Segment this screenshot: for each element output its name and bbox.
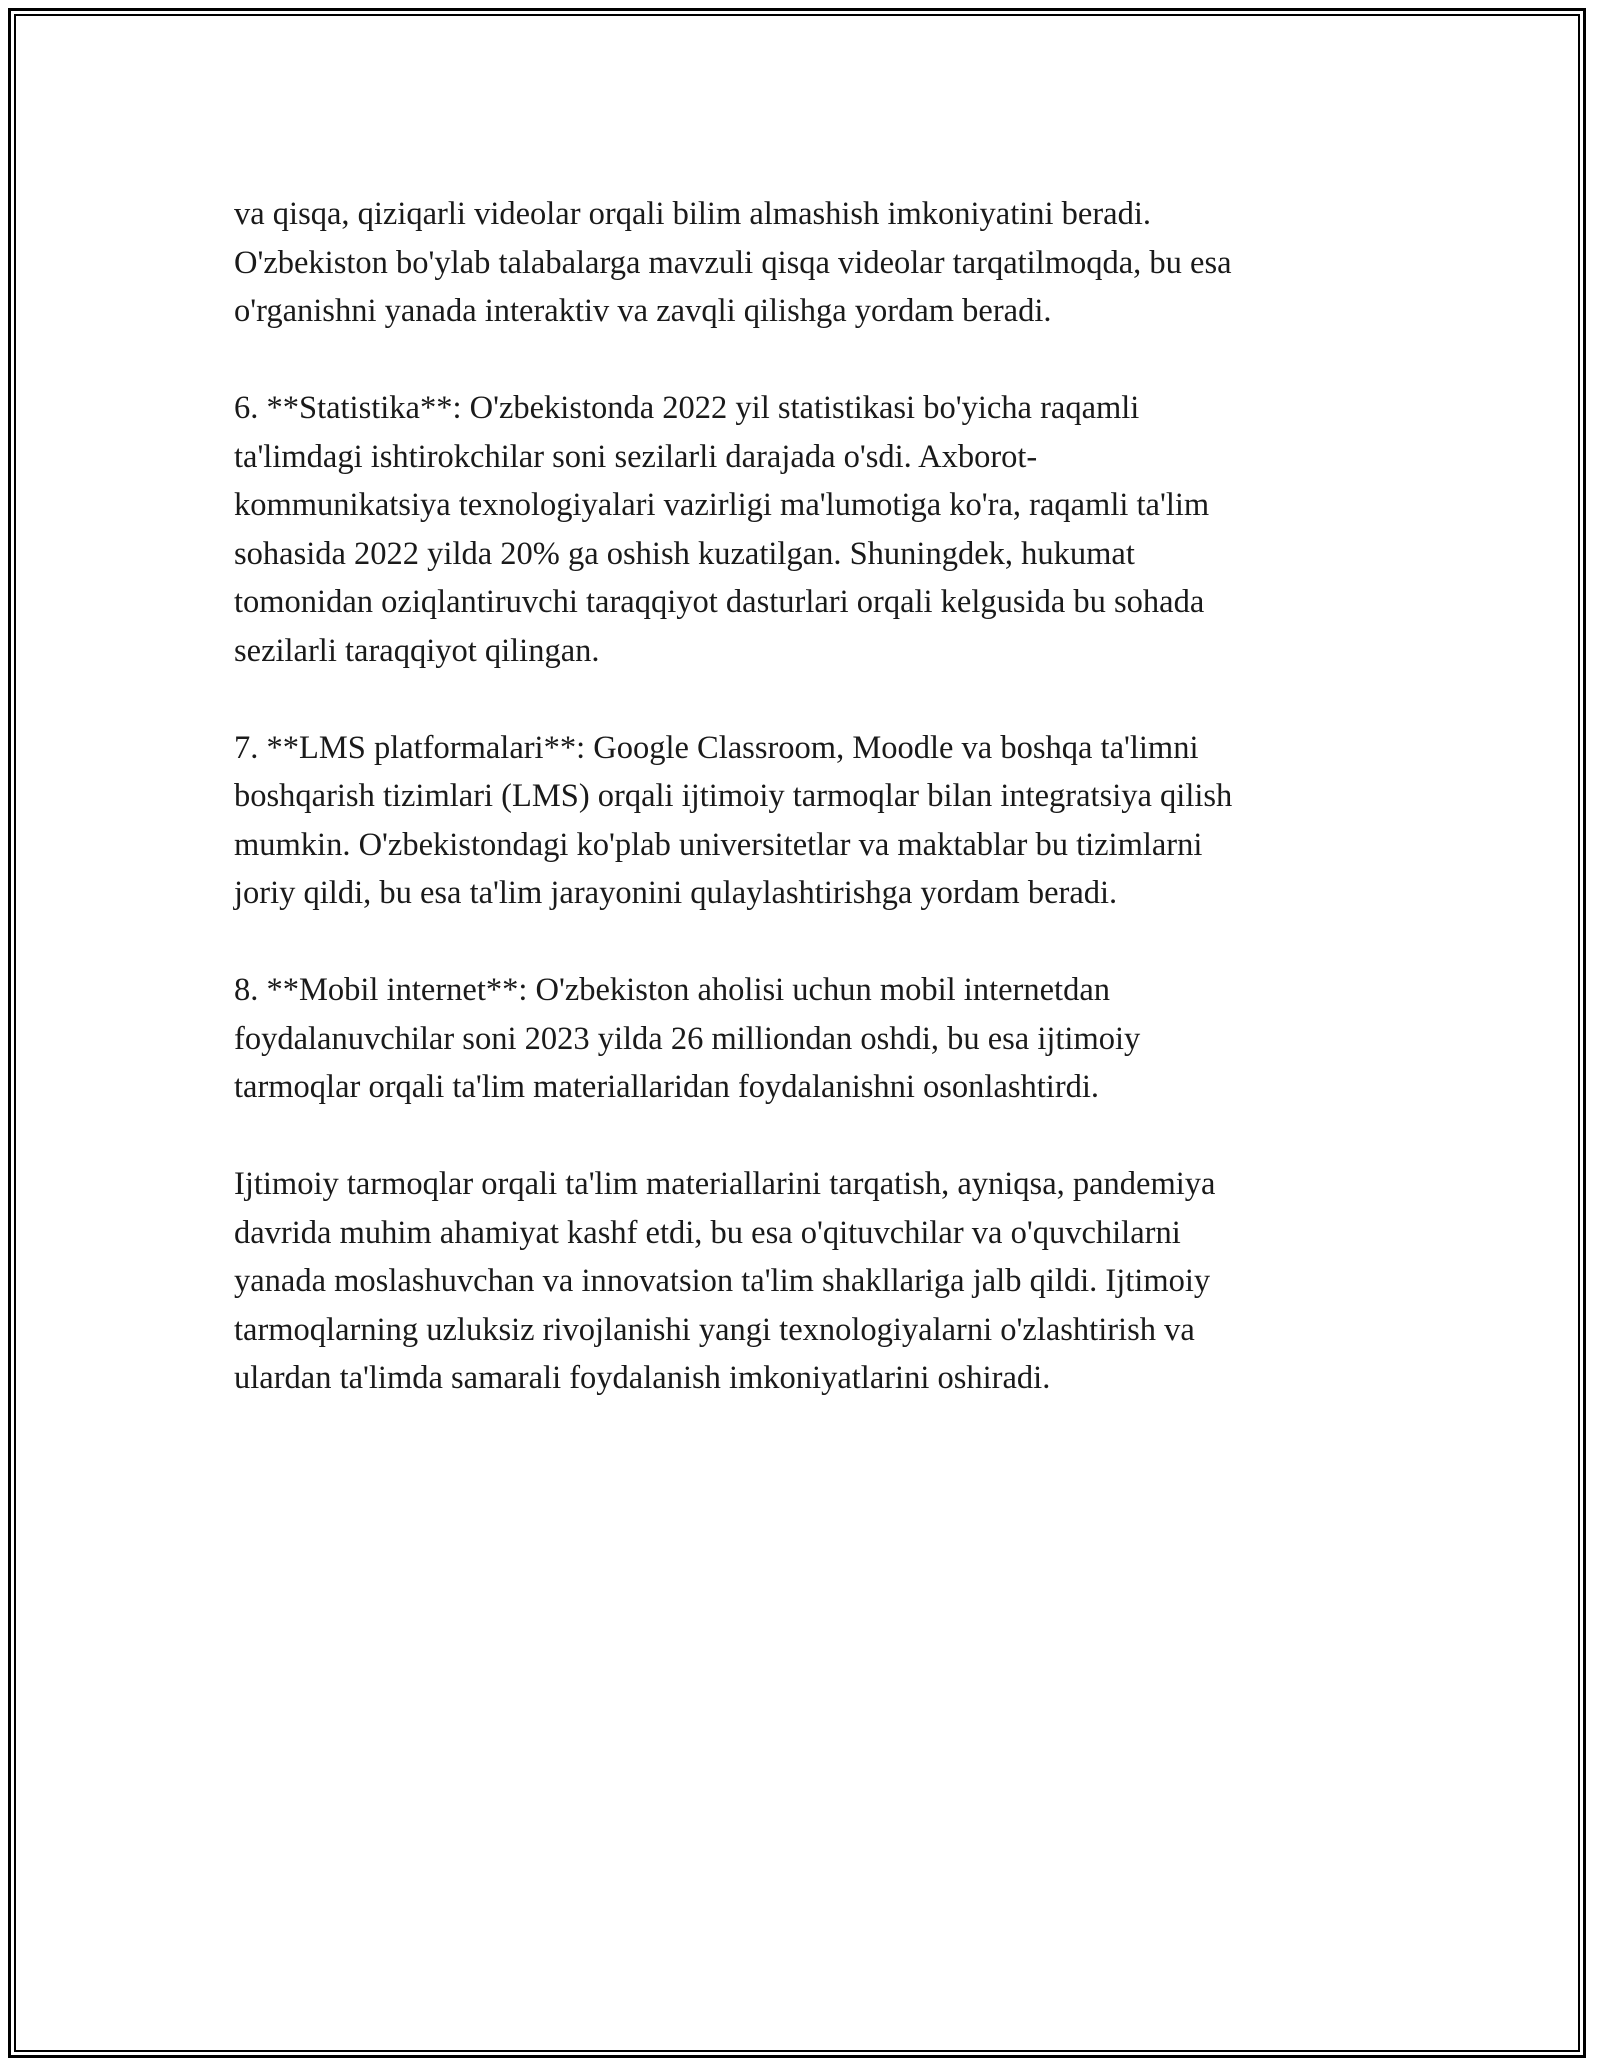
text-line: sezilarli taraqqiyot qilingan. [234, 632, 600, 669]
text-line: davrida muhim ahamiyat kashf etdi, bu esa o'qituvchilar va o'quvchilarni [234, 1214, 1181, 1251]
text-line: Ijtimoiy tarmoqlar orqali ta'lim materiallarini tarqatish, ayniqsa, pandemiya [234, 1166, 1216, 1202]
text-line: ta'limdagi ishtirokchilar soni sezilarli darajada o'sdi. Axborot- [234, 438, 1038, 475]
text-line: joriy qildi, bu esa ta'lim jarayonini qulaylashtirishga yordam beradi. [234, 875, 1118, 911]
text-line: 8. **Mobil internet**: O'zbekiston aholisi uchun mobil internetdan [234, 972, 1110, 1008]
text-line: 6. **Statistika**: O'zbekistonda 2022 yil statistikasi bo'yicha raqamli [234, 390, 1140, 426]
paragraph-statistics [234, 384, 1374, 675]
text-line: tarmoqlarning uzluksiz rivojlanishi yangi texnologiyalarni o'zlashtirish va [234, 1311, 1195, 1348]
text-line: o'rganishni yanada interaktiv va zavqli qilishga yordam beradi. [234, 293, 1052, 329]
text-line: O'zbekiston bo'ylab talabalarga mavzuli qisqa videolar tarqatilmoqda, bu esa [234, 244, 1232, 281]
text-line: mumkin. O'zbekistondagi ko'plab universitetlar va maktablar bu tizimlarni [234, 826, 1203, 863]
paragraph-conclusion [234, 1160, 1374, 1403]
text-line: sohasida 2022 yilda 20% ga oshish kuzatilgan. Shuningdek, hukumat [234, 535, 1135, 572]
text-line: boshqarish tizimlari (LMS) orqali ijtimoiy tarmoqlar bilan integratsiya qilish [234, 778, 1233, 814]
text-line: va qisqa, qiziqarli videolar orqali bilim almashish imkoniyatini beradi. [234, 196, 1152, 232]
paragraph-mobile-internet [234, 966, 1374, 1112]
text-line: foydalanuvchilar soni 2023 yilda 26 milliondan oshdi, bu esa ijtimoiy [234, 1020, 1141, 1057]
paragraph-lms-platforms [234, 724, 1374, 918]
text-line: tarmoqlar orqali ta'lim materiallaridan foydalanishni osonlashtirdi. [234, 1069, 1100, 1105]
document-body [234, 190, 1374, 1403]
text-line: tomonidan oziqlantiruvchi taraqqiyot dasturlari orqali kelgusida bu sohada [234, 584, 1205, 620]
text-line: 7. **LMS platformalari**: Google Classroom, Moodle va boshqa ta'limni [234, 729, 1199, 766]
paragraph-intro-continuation [234, 190, 1374, 336]
text-line: yanada moslashuvchan va innovatsion ta'lim shakllariga jalb qildi. Ijtimoiy [234, 1263, 1211, 1299]
text-line: ulardan ta'limda samarali foydalanish imkoniyatlarini oshiradi. [234, 1360, 1051, 1396]
text-line: kommunikatsiya texnologiyalari vazirligi ma'lumotiga ko'ra, raqamli ta'lim [234, 487, 1210, 523]
